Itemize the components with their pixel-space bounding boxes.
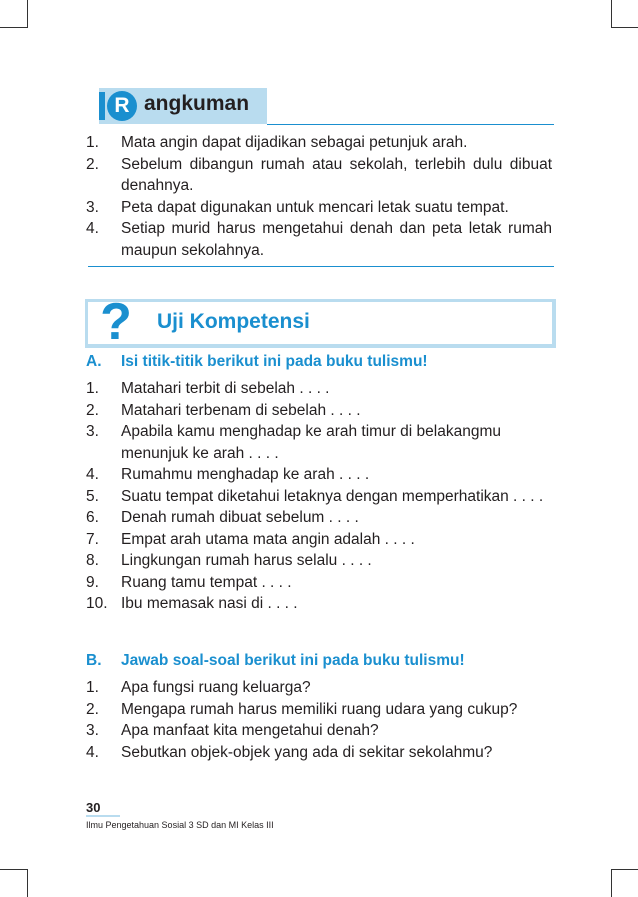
- list-item: [86, 154, 552, 197]
- item-number: 2.: [86, 700, 99, 718]
- item-text: Mata angin dapat dijadikan sebagai petunjuk arah.: [121, 134, 468, 151]
- section-b-list: [86, 677, 552, 763]
- item-number: 6.: [86, 509, 99, 526]
- list-item: [86, 218, 552, 261]
- item-text: Empat arah utama mata angin adalah . . . .: [121, 530, 415, 548]
- item-number: 10.: [86, 595, 108, 612]
- item-number: 3.: [86, 722, 99, 739]
- item-number: 2.: [86, 155, 99, 173]
- section-instruction: Isi titik-titik berikut ini pada buku tulismu!: [121, 353, 428, 370]
- rangkuman-top-rule: [267, 124, 554, 125]
- list-item: [86, 593, 552, 615]
- item-number: 3.: [86, 423, 99, 440]
- item-number: 9.: [86, 573, 99, 591]
- item-text: Suatu tempat diketahui letaknya dengan memperhatikan . . . .: [121, 487, 544, 505]
- list-item: [86, 132, 552, 154]
- item-text: Matahari terbenam di sebelah . . . .: [121, 401, 361, 419]
- item-number: 4.: [86, 466, 99, 483]
- uji-kompetensi-title: Uji Kompetensi: [157, 310, 310, 333]
- list-item: [86, 550, 552, 572]
- section-letter: A.: [86, 353, 102, 370]
- item-text: Mengapa rumah harus memiliki ruang udara yang cukup?: [121, 700, 518, 718]
- page-number-underline: [86, 815, 120, 817]
- list-item: [86, 378, 552, 400]
- item-number: 1.: [86, 679, 99, 696]
- section-instruction: Jawab soal-soal berikut ini pada buku tulismu!: [121, 652, 465, 669]
- section-b-heading: [86, 652, 552, 672]
- item-text: Denah rumah dibuat sebelum . . . .: [121, 509, 359, 526]
- rangkuman-title: angkuman: [144, 92, 250, 115]
- crop-mark: [0, 27, 28, 28]
- list-item: [86, 400, 552, 422]
- item-text: Setiap murid harus mengetahui denah dan peta letak rumah maupun sekolahnya.: [121, 220, 552, 259]
- section-letter: B.: [86, 652, 102, 669]
- item-text: Rumahmu menghadap ke arah . . . .: [121, 466, 370, 483]
- rangkuman-initial-badge: R: [107, 91, 137, 121]
- rangkuman-list: [86, 132, 552, 261]
- list-item: [86, 529, 552, 551]
- item-number: 7.: [86, 530, 99, 548]
- item-number: 5.: [86, 487, 99, 505]
- crop-mark: [611, 869, 612, 897]
- rangkuman-accent-stub: [99, 92, 105, 120]
- item-text: Ibu memasak nasi di . . . .: [121, 595, 298, 612]
- list-item: [86, 572, 552, 594]
- item-text: Sebutkan objek-objek yang ada di sekitar sekolahmu?: [121, 743, 493, 761]
- item-number: 1.: [86, 380, 99, 397]
- item-text: Apabila kamu menghadap ke arah timur di belakangmu menunjuk ke arah . . . .: [121, 423, 501, 462]
- item-text: Ruang tamu tempat . . . .: [121, 573, 292, 591]
- item-number: 4.: [86, 743, 99, 761]
- item-number: 3.: [86, 198, 99, 216]
- item-number: 4.: [86, 220, 99, 237]
- item-number: 1.: [86, 134, 99, 151]
- uji-kompetensi-header-box: [85, 293, 556, 351]
- crop-mark: [27, 0, 28, 28]
- list-item: [86, 699, 552, 721]
- list-item: [86, 507, 552, 529]
- list-item: [86, 486, 552, 508]
- crop-mark: [611, 0, 612, 28]
- list-item: [86, 464, 552, 486]
- list-item: [86, 197, 552, 219]
- list-item: [86, 742, 552, 764]
- item-number: 2.: [86, 401, 99, 419]
- list-item: [86, 677, 552, 699]
- crop-mark: [27, 869, 28, 897]
- page-number: 30: [86, 800, 101, 815]
- section-a-list: [86, 378, 552, 615]
- list-item: [86, 720, 552, 742]
- question-mark-icon: ?: [100, 293, 132, 351]
- item-text: Peta dapat digunakan untuk mencari letak suatu tempat.: [121, 198, 509, 216]
- rangkuman-bottom-rule: [88, 266, 554, 267]
- item-text: Apa manfaat kita mengetahui denah?: [121, 722, 379, 739]
- list-item: [86, 421, 552, 464]
- book-title-footer: Ilmu Pengetahuan Sosial 3 SD dan MI Kelas III: [86, 820, 274, 830]
- item-text: Lingkungan rumah harus selalu . . . .: [121, 552, 372, 569]
- section-a-heading: [86, 353, 552, 373]
- crop-mark: [0, 869, 28, 870]
- item-text: Apa fungsi ruang keluarga?: [121, 679, 311, 696]
- crop-mark: [611, 869, 638, 870]
- item-number: 8.: [86, 552, 99, 569]
- crop-mark: [611, 27, 638, 28]
- item-text: Sebelum dibangun rumah atau sekolah, terlebih dulu dibuat denahnya.: [121, 155, 552, 194]
- item-text: Matahari terbit di sebelah . . . .: [121, 380, 330, 397]
